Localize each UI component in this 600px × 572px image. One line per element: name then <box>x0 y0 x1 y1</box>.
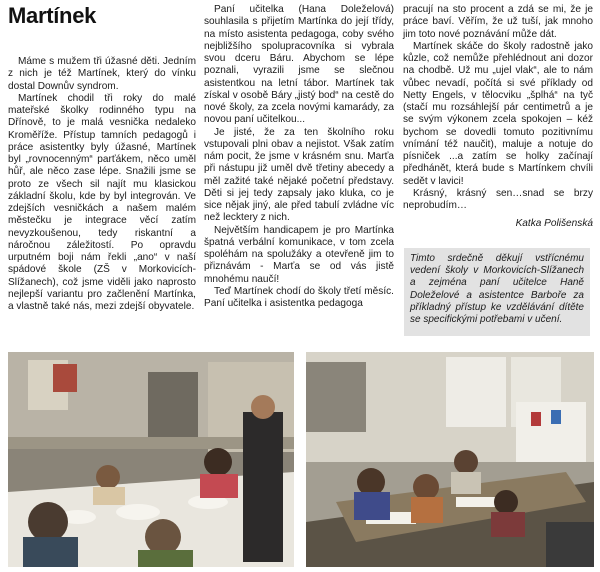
photo-classroom <box>306 352 594 567</box>
photo-children-lunch <box>8 352 294 567</box>
paragraph: Je jisté, že za ten školního roku vstupovali plni obav a nejistot. Však zatím nám pocit, že jsme v krásném snu. Marťa při nástupu již uměl dvě třetiny abecedy a měl zažité také nějaké početní představy. Děti si jej tedy zapsaly jako kluka, co je sice nějak jiný, ale před tabulí zvládne víc než lecktery z nich. <box>204 126 394 224</box>
paragraph: Máme s mužem tři úžasné děti. Jedním z nich je též Martínek, který do vínku dostal Downův syndrom. <box>8 56 196 92</box>
paragraph: Teď Martínek chodí do školy třetí měsíc. Paní učitelka i asistentka pedagoga <box>204 285 394 309</box>
paragraph: Krásný, krásný sen…snad se brzy neprobudím… <box>403 187 593 211</box>
article-column-3 <box>403 4 593 231</box>
acknowledgement-box: Timto srdečně děkují vstřícnému vedení školy v Morkovicích-Slížanech a zejména paní učitelce Haně Doleželové a asistentce Barboře za příkladný přístup ke vzdělávání dítěte se specifickými potřebami v učení. <box>404 248 590 336</box>
paragraph: pracují na sto procent a zdá se mi, že je práce baví. Věřím, že už tuší, jak mnoho jim toto nové poznávání může dát. <box>403 4 593 40</box>
article-column-2 <box>204 4 394 310</box>
paragraph: Martínek chodil tři roky do malé mateřské školky rodinného typu na Dřínově, to je malá vesnička nedaleko Kroměříže. Přístup tamních pedagogů i práce asistentky byly úžasné, Martínek byl „rovnocenným“ parťákem, něco uměl hůř, ale něco zase lépe. Snažili jsme se proto ze všech sil najít mu klasickou základní školu, kde by byl integrován. Ve zdejších vesničkách a našem malém městečku je integrace věcí zatím nevyzkoušenou, tedy riskantní a náročnou záležitostí. Po opravdu urputném boji nám řekli „ano“ v naší spádové škole (ZŠ v Morkovicích-Slížanech), což jsme viděli jako naprosto nejlepší variantu pro začlenění Martínka, a vlastně také nás, mezi zdejší obyvatele. <box>8 92 196 312</box>
paragraph: Paní učitelka (Hana Doleželová) souhlasila s přijetím Martínka do její třídy, na místo asistenta pedagoga, coby svého nejbližšího spolupracovníka si vybrala svou dceru Báru. Abychom se lépe poznali, vyrazili jsme se slečnou asistentkou na letní tábor. Martínek tak získal v osobě Báry „jistý bod“ na cestě do nové školy, za zcela novými kamarády, za novou paní učitelkou... <box>204 4 394 126</box>
article-title: Martínek <box>8 3 97 28</box>
paragraph: Největším handicapem je pro Martínka špatná verbální komunikace, v tom zcela spoléhám na spolužáky a otevřeně jim to přiznávám - Marťa se od vás jistě mnohému naučí! <box>204 224 394 285</box>
paragraph: Martínek skáče do školy radostně jako kůzle, což nemůže přehlédnout ani dozor na chodbě. Už mu „ujel vlak“, ale to nám vůbec nevadí, počítá si své příklady od Netty Engels, v tělocviku „šplhá“ na tyč (stačí mu rozsáhlejší pár centimetrů a je se svým výkonem zcela spokojen – kéž bychom se dovedli tomuto pozitivnímu vnímání též naučit), maluje a notuje do písniček ...a zatím se holky začínají předhánět, která bude s Martínkem chvíli sedět v lavici! <box>403 40 593 187</box>
author-signature: Katka Polišenská <box>515 218 593 230</box>
article-column-1 <box>8 56 196 313</box>
